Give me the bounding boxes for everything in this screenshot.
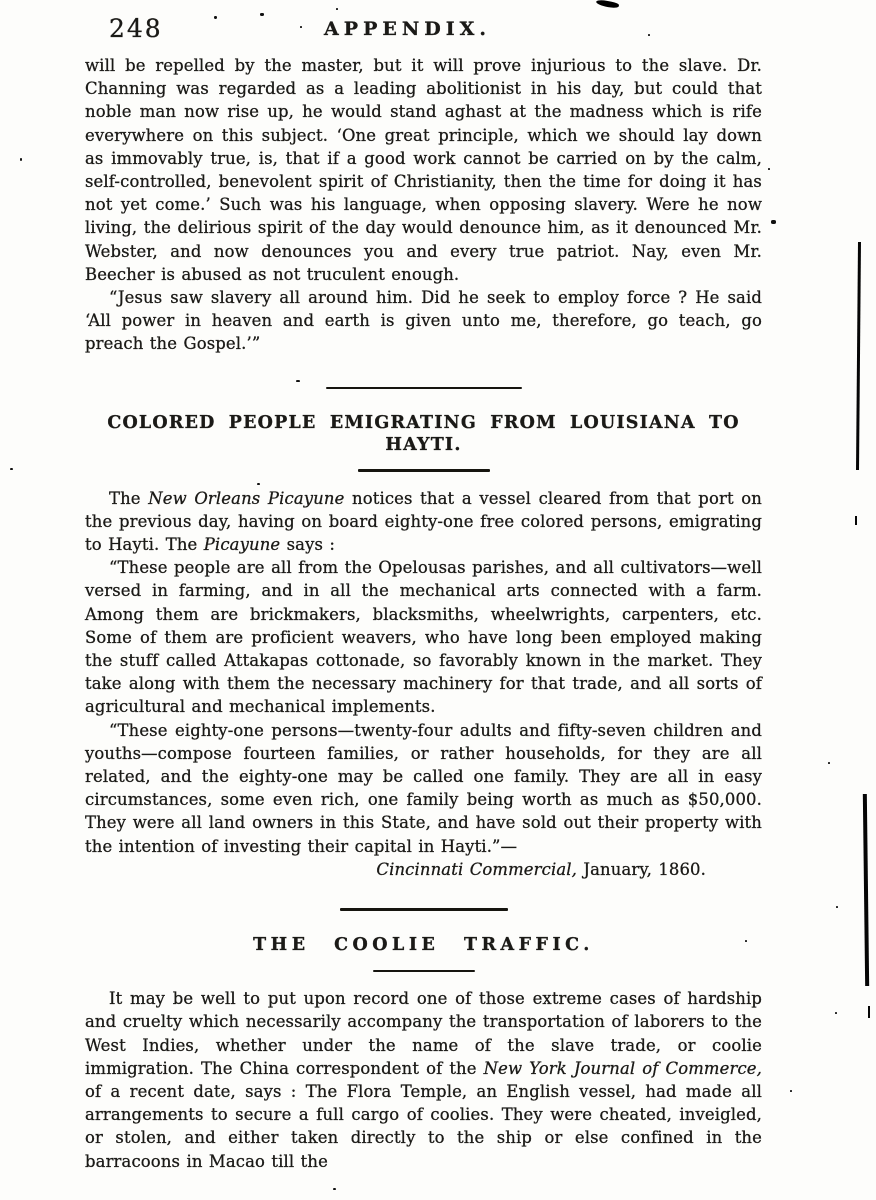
text-run: notices that a vessel cleared from that port on the previous day, having on board eighty-one free colored persons, emigrating to Hayti. The xyxy=(85,488,762,555)
scan-speck xyxy=(836,906,838,908)
paragraph xyxy=(85,987,762,1173)
section-divider-rule xyxy=(326,387,522,390)
scan-speck xyxy=(333,1188,336,1190)
attribution-date: January, 1860. xyxy=(577,859,706,879)
scan-speck xyxy=(336,8,338,10)
scan-speck xyxy=(771,220,776,224)
paragraph-continuation xyxy=(85,54,762,286)
text-run-italic: Picayune xyxy=(203,535,281,555)
scan-speck xyxy=(768,168,770,170)
text-run: It may be well to put upon record one of those extreme cases of hardship and cruelty which necessarily accompany the transportation of laborers to the West Indies, whether under the name of the slave trade, or coolie immigration. The China correspondent of the xyxy=(85,989,762,1078)
text-run: “Jesus saw slavery all around him. Did he seek to employ force ? He said ‘All power in heaven and earth is given unto me, therefore, go teach, go preach the Gospel.’” xyxy=(85,288,762,354)
page-edge-line xyxy=(863,794,869,986)
text-run: of a recent date, says : The Flora Temple, an English vessel, had made all arrangements to secure a full cargo of coolies. They were cheated, inveigled, or stolen, and either taken directly to the ship or else confined in the barracoons in Macao till the xyxy=(85,1081,762,1171)
running-head xyxy=(85,12,762,44)
section-divider-rule xyxy=(340,908,508,911)
scan-speck xyxy=(10,468,13,470)
paragraph-quote xyxy=(85,286,762,356)
text-run: says : xyxy=(280,535,336,555)
paragraph xyxy=(85,556,762,718)
running-title: APPENDIX. xyxy=(324,18,491,40)
scan-speck xyxy=(790,1090,792,1092)
text-run: “These people are all from the Opelousas parishes, and all cultivators—well versed in farming, and in all the mechanical arts connected with a farm. Among them are brickmakers, blacksmiths, wheelwrights, carpenters, etc. Some of them are proficient weavers, who have long been employed making the stuff called Attakapas cottonade, so favorably known in the market. They take along with them the necessary machinery for that trade, and all sorts of agricultural and mechanical implements. xyxy=(85,558,762,717)
text-run: will be repelled by the master, but it will prove injurious to the slave. Dr. Channing was regarded as a leading abolitionist in his day, but could that noble man now rise up, he would stand aghast at the madness which is rife everywhere on this subject. ‘One great principle, which we should lay down as immovably true, is, that if a good work cannot be carried on by the calm, self-controlled, benevolent spirit of Christianity, then the time for doing it has not yet come.’ Such was his language, when opposing slavery. Were he now living, the delirious spirit of the day would denounce him, as it denounced Mr. Webster, and now denounces you and every true patriot. Nay, even Mr. Beecher is abused as not truculent enough. xyxy=(85,56,762,284)
section-heading-louisiana-hayti: COLORED PEOPLE EMIGRATING FROM LOUISIANA TO HAYTI. xyxy=(107,413,740,456)
heading-underline-rule xyxy=(373,970,475,973)
text-run-italic: New Orleans Picayune xyxy=(148,488,345,508)
heading-underline-rule xyxy=(358,469,490,472)
text-run: “These eighty-one persons—twenty-four adults and fifty-seven children and youths—compose fourteen families, or rather households, for they are all related, and the eighty-one may be called one family. They are all in easy circumstances, some even rich, one family being worth as much as $50,000. They were all land owners in this State, and have sold out their property with the intention of investing their capital in Hayti.”— xyxy=(85,720,762,856)
attribution-line xyxy=(85,858,762,881)
text-run-italic: New York Journal of Commerce, xyxy=(483,1058,762,1078)
scan-speck xyxy=(20,158,22,161)
attribution-source: Cincinnati Commercial, xyxy=(376,859,578,879)
page-edge-mark xyxy=(868,1006,870,1018)
paragraph xyxy=(85,487,762,557)
page-content xyxy=(85,54,762,1173)
scan-speck xyxy=(828,762,830,764)
ink-smudge xyxy=(596,0,620,9)
scan-speck xyxy=(835,1012,837,1014)
text-run: The xyxy=(109,488,149,508)
page-number: 248 xyxy=(109,14,163,43)
section-heading-coolie-traffic: THE COOLIE TRAFFIC. xyxy=(253,934,594,955)
page-edge-mark xyxy=(855,516,857,525)
paragraph xyxy=(85,719,762,858)
page-edge-line xyxy=(856,242,861,470)
